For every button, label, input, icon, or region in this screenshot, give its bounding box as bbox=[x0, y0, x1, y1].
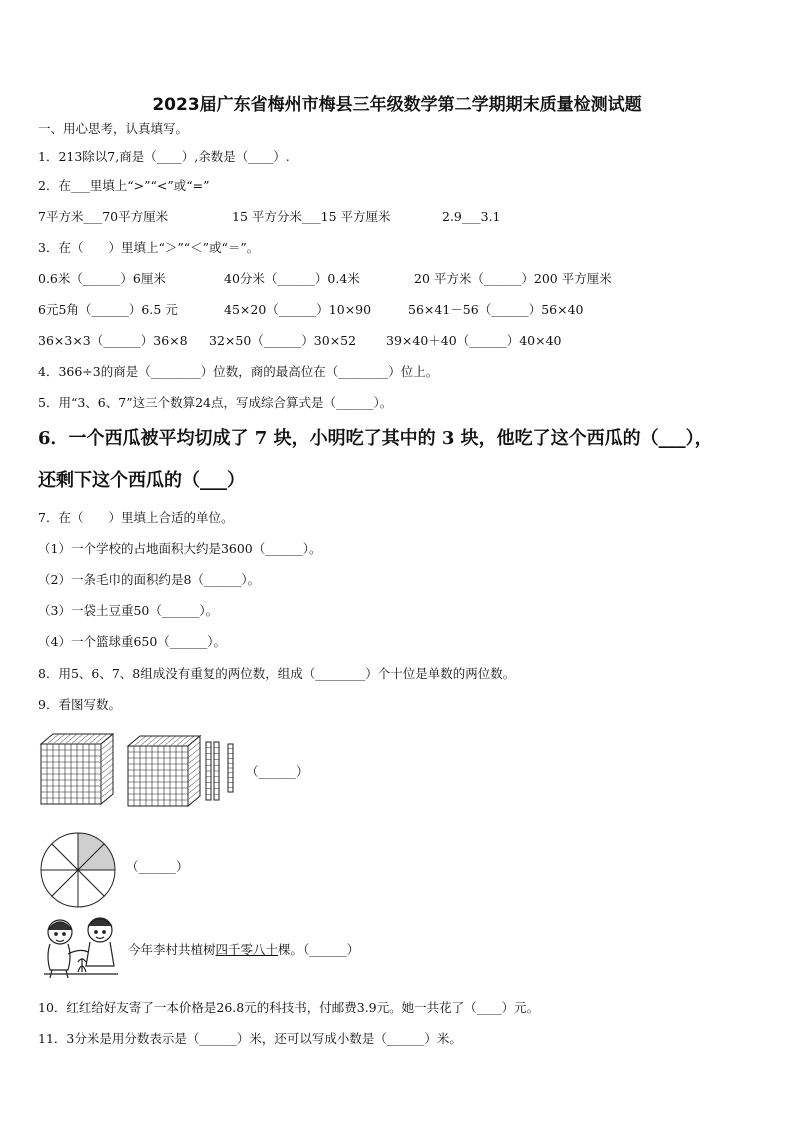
question-7: 7．在（ ）里填上合适的单位。 bbox=[38, 510, 234, 525]
hundred-stack bbox=[128, 736, 200, 806]
q7-item-3: （3）一袋土豆重50（______）。 bbox=[38, 603, 219, 618]
q7-item-1: （1）一个学校的占地面积大约是3600（______）。 bbox=[38, 541, 322, 556]
ten-rod bbox=[214, 742, 219, 800]
q2-item-3: 2.9___3.1 bbox=[442, 209, 501, 224]
question-11: 11．3分米是用分数表示是（______）米，还可以写成小数是（______）米。 bbox=[38, 1031, 462, 1046]
q3-r1-c2: 40分米（______）0.4米 bbox=[224, 271, 360, 286]
q3-r3-c1: 36×3×3（______）36×8 bbox=[38, 333, 188, 348]
q3-r1-c3: 20 平方米（______）200 平方厘米 bbox=[414, 271, 612, 286]
question-6-line2: 还剩下这个西瓜的（___） bbox=[38, 470, 245, 491]
question-4: 4．366÷3的商是（________）位数，商的最高位在（________）位上。 bbox=[38, 364, 439, 379]
q2-item-2: 15 平方分米___15 平方厘米 bbox=[232, 209, 391, 224]
q9-sentence bbox=[128, 942, 359, 958]
ten-rod bbox=[206, 742, 211, 800]
question-3: 3．在（ ）里填上“＞”“＜”或“＝”。 bbox=[38, 240, 260, 255]
q3-r2-c3: 56×41－56（______）56×40 bbox=[408, 302, 584, 317]
question-2: 2．在___里填上“>”“<”或“=” bbox=[38, 178, 210, 193]
section-heading: 一、用心思考，认真填写。 bbox=[38, 121, 189, 136]
question-5: 5．用“3、6、7”这三个数算24点，写成综合算式是（______）。 bbox=[38, 395, 393, 410]
thousand-cube bbox=[41, 734, 113, 804]
q9-sentence-post: 棵。（______） bbox=[278, 942, 360, 957]
fraction-circle-figure bbox=[38, 830, 118, 910]
q3-r3-c2: 32×50（______）30×52 bbox=[209, 333, 357, 348]
question-8: 8．用5、6、7、8组成没有重复的两位数，组成（________）个十位是单数的两位数。 bbox=[38, 666, 516, 681]
question-1: 1．213除以7,商是（____）,余数是（____）. bbox=[38, 149, 290, 164]
q7-item-4: （4）一个篮球重650（______）。 bbox=[38, 634, 227, 649]
q3-r2-c1: 6元5角（______）6.5 元 bbox=[38, 302, 178, 317]
q9-blank-1: （______） bbox=[246, 764, 309, 779]
children-planting-illustration bbox=[38, 914, 124, 980]
q3-r1-c1: 0.6米（______）6厘米 bbox=[38, 271, 166, 286]
question-10: 10．红红给好友寄了一本价格是26.8元的科技书，付邮费3.9元。她一共花了（____）元。 bbox=[38, 1000, 540, 1015]
question-9: 9．看图写数。 bbox=[38, 697, 121, 712]
base-ten-blocks-figure bbox=[38, 726, 243, 816]
question-6-line1: 6．一个西瓜被平均切成了 7 块，小明吃了其中的 3 块，他吃了这个西瓜的（___）， bbox=[38, 428, 713, 449]
q2-item-1: 7平方米___70平方厘米 bbox=[38, 209, 169, 224]
ten-rod bbox=[228, 744, 233, 792]
q3-r3-c3: 39×40＋40（______）40×40 bbox=[386, 333, 562, 348]
q3-r2-c2: 45×20（______）10×90 bbox=[224, 302, 372, 317]
q9-blank-2: （______） bbox=[126, 859, 189, 874]
page-title: 2023届广东省梅州市梅县三年级数学第二学期期末质量检测试题 bbox=[152, 95, 642, 115]
q7-item-2: （2）一条毛巾的面积约是8（______）。 bbox=[38, 572, 261, 587]
q9-sentence-pre: 今年李村共植树 bbox=[128, 942, 216, 957]
q9-sentence-underlined: 四千零八十 bbox=[215, 942, 279, 957]
